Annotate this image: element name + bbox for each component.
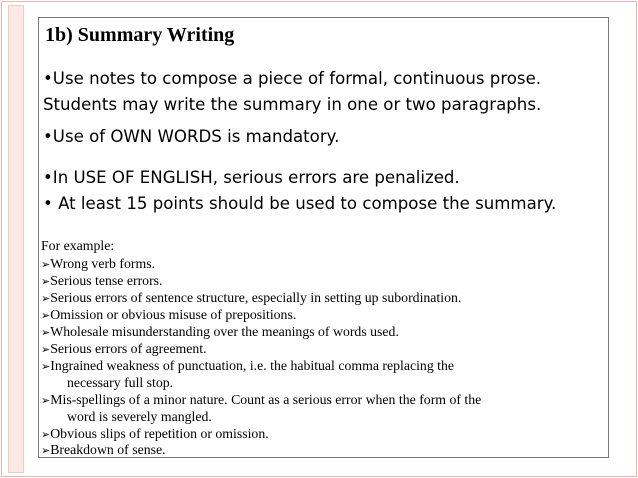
example-item: ➢Obvious slips of repetition or omission. (41, 426, 269, 441)
arrow-bullet-icon: ➢ (41, 361, 51, 373)
arrow-bullet-icon: ➢ (41, 327, 51, 339)
example-item: ➢Serious tense errors. (41, 273, 163, 288)
arrow-bullet-icon: ➢ (41, 395, 51, 407)
bullet-marker: • (43, 194, 53, 213)
arrow-bullet-icon: ➢ (41, 293, 51, 305)
example-item: ➢Breakdown of sense. (41, 442, 166, 457)
slide-title: 1b) Summary Writing (45, 24, 235, 46)
example-item: ➢Wholesale misunderstanding over the meanings of words used. (41, 324, 399, 339)
bullet-marker: • (43, 168, 53, 187)
example-item-continued: word is severely mangled. (67, 409, 212, 424)
bullet-marker: • (43, 69, 53, 88)
example-item: ➢Wrong verb forms. (41, 256, 156, 271)
arrow-bullet-icon: ➢ (41, 276, 51, 288)
example-item: ➢Serious errors of sentence structure, especially in setting up subordination. (41, 290, 462, 305)
arrow-bullet-icon: ➢ (41, 310, 51, 322)
bullet-2-text: Use of OWN WORDS is mandatory. (52, 127, 340, 146)
slide-content-box (38, 17, 609, 458)
arrow-bullet-icon: ➢ (41, 445, 51, 457)
example-item: ➢Serious errors of agreement. (41, 341, 207, 356)
decorative-side-bar (8, 5, 24, 473)
bullet-1 (43, 67, 541, 91)
arrow-bullet-icon: ➢ (41, 259, 51, 271)
bullet-1-line-2: Students may write the summary in one or two paragraphs. (43, 95, 542, 114)
bullet-1-line-1: Use notes to compose a piece of formal, continuous prose. (52, 69, 542, 88)
bullet-4-text: At least 15 points should be used to compose the summary. (52, 194, 557, 213)
example-item: ➢Ingrained weakness of punctuation, i.e. the habitual comma replacing the (41, 358, 455, 373)
arrow-bullet-icon: ➢ (41, 344, 51, 356)
bullet-4 (43, 192, 556, 216)
bullet-3 (43, 166, 460, 190)
example-intro: For example: (41, 238, 115, 253)
example-item: ➢Mis-spellings of a minor nature. Count as a serious error when the form of the (41, 392, 482, 407)
arrow-bullet-icon: ➢ (41, 429, 51, 441)
example-item: ➢Omission or obvious misuse of prepositions. (41, 307, 297, 322)
example-item-continued: necessary full stop. (67, 375, 174, 390)
bullet-3-text: In USE OF ENGLISH, serious errors are penalized. (52, 168, 460, 187)
bullet-2 (43, 125, 339, 149)
slide-frame (1, 1, 637, 477)
bullet-marker: • (43, 127, 53, 146)
